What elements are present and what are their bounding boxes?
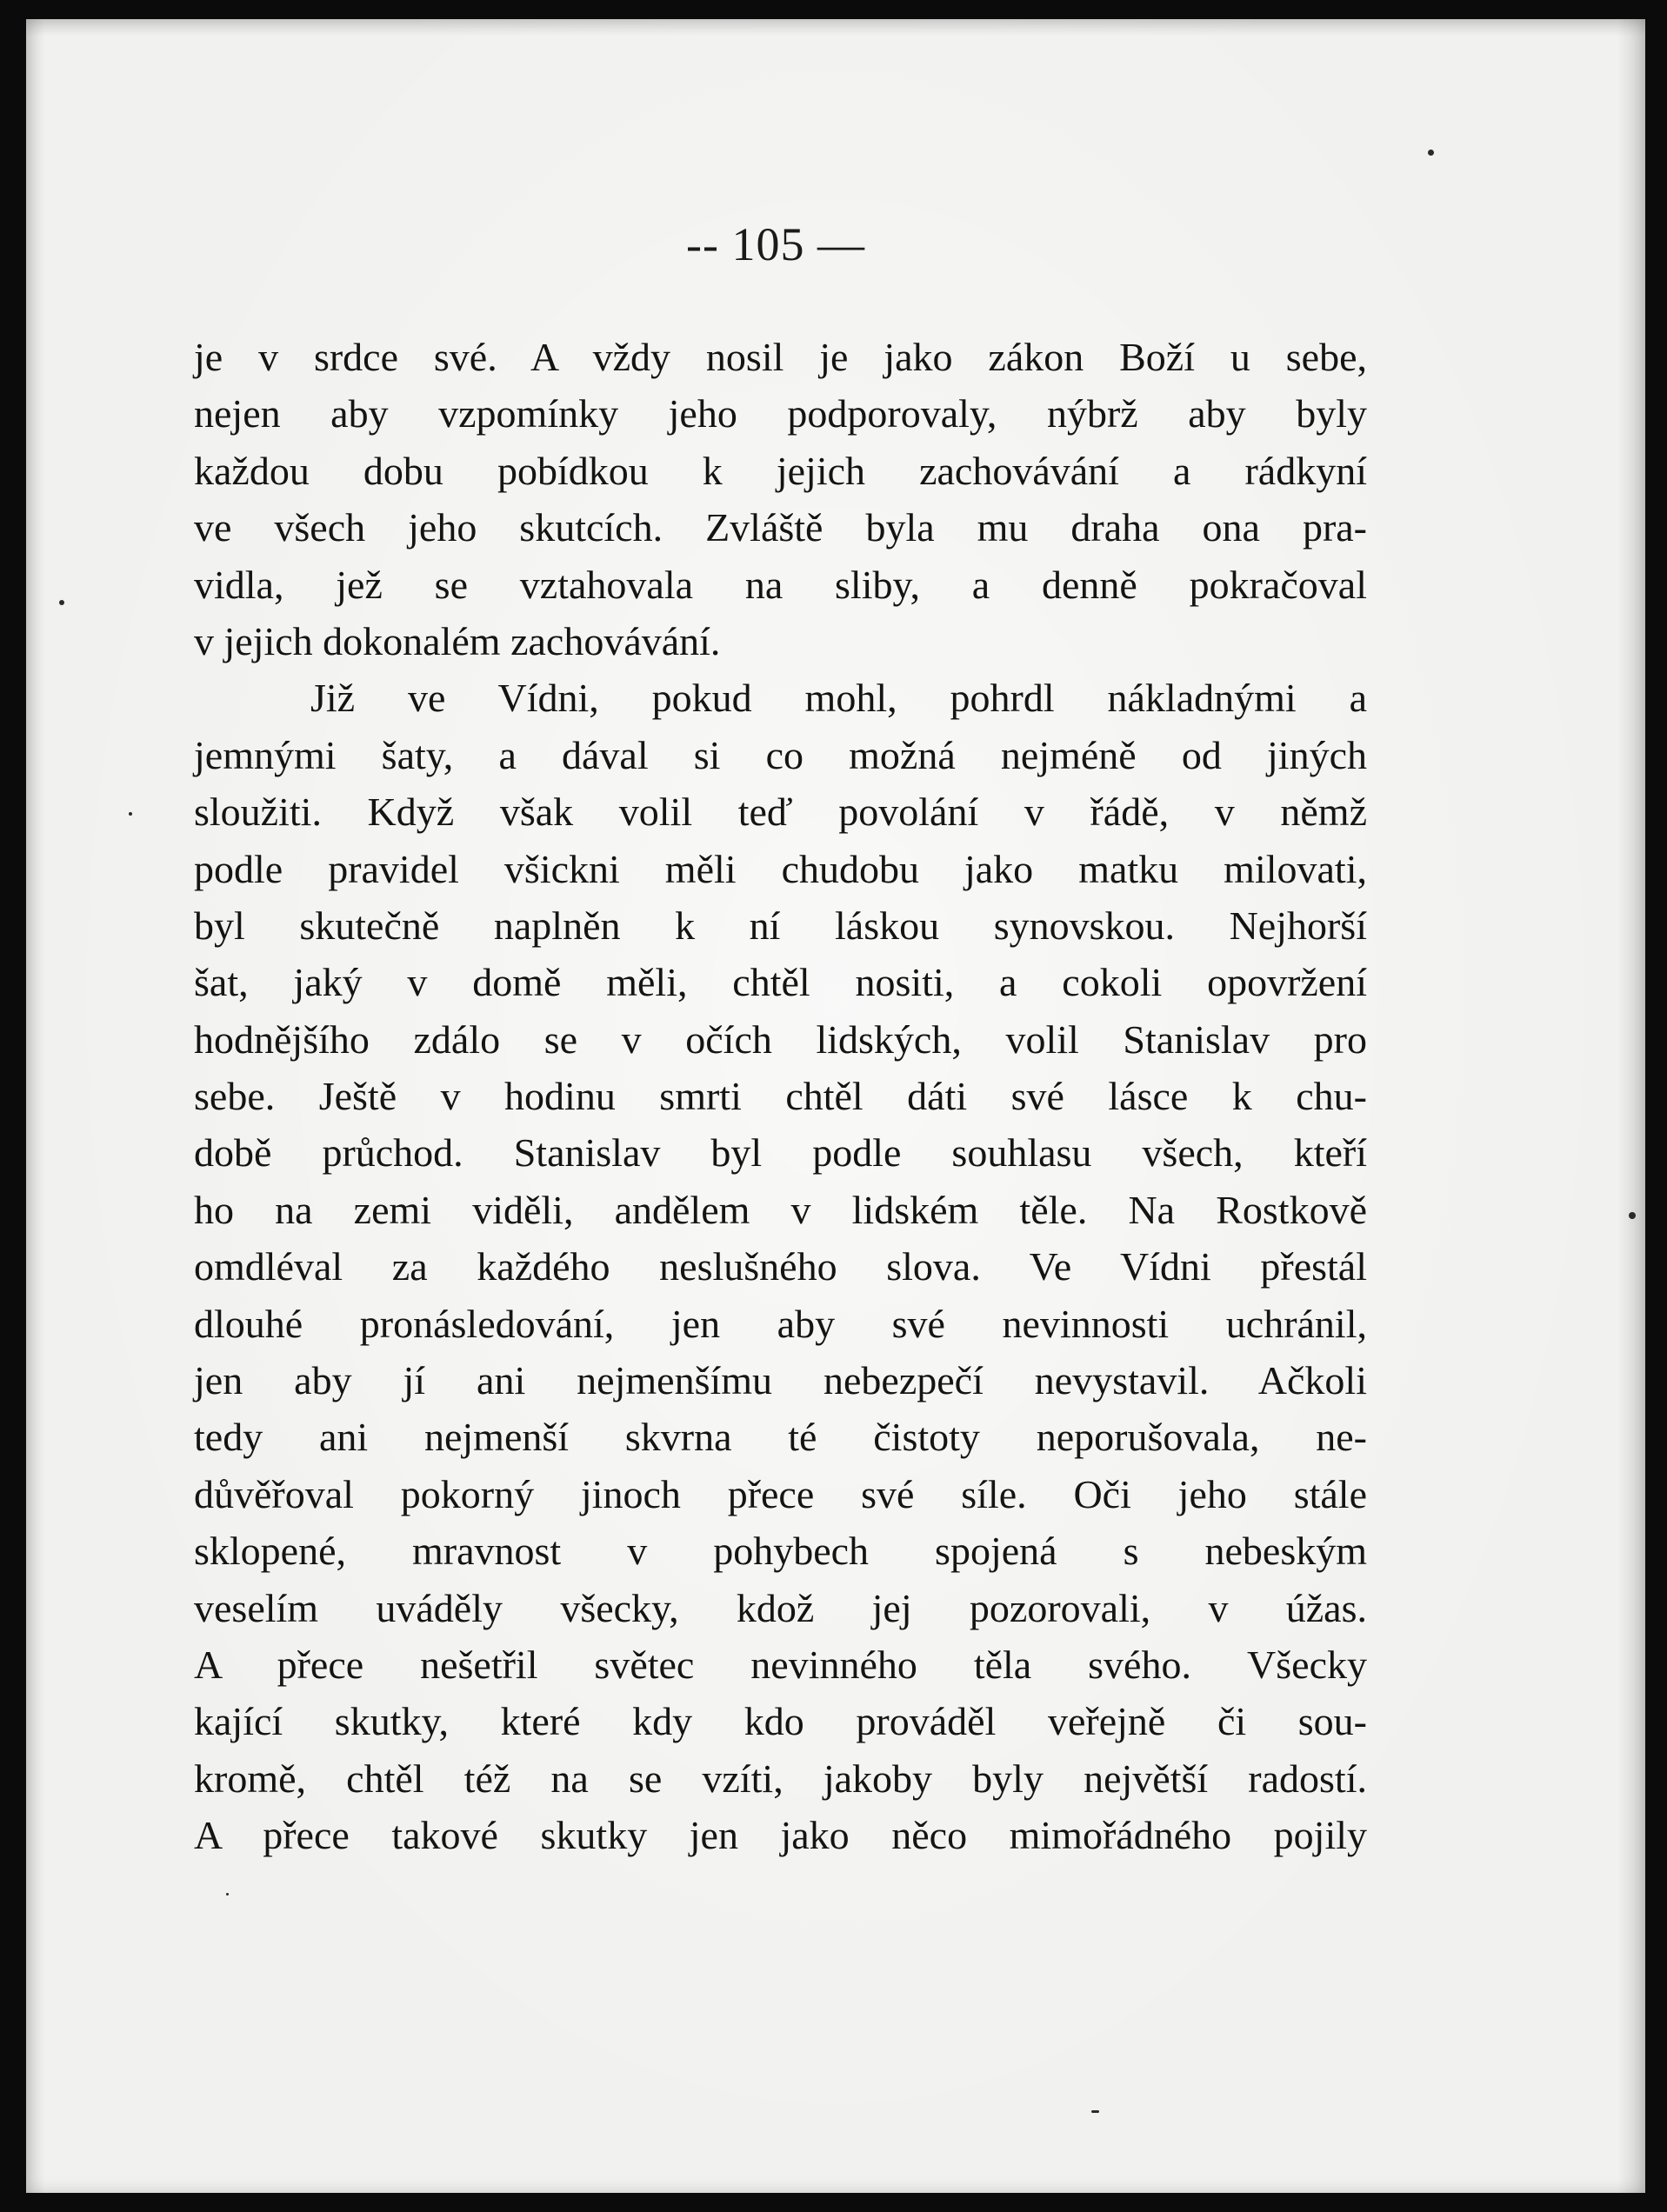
body-text <box>194 329 1367 1864</box>
text-line: ve všech jeho skutcích. Zvláště byla mu draha ona pra- <box>194 505 1367 550</box>
paper-speck <box>129 812 132 816</box>
text-line: podle pravidel všickni měli chudobu jako matku milovati, <box>194 846 1367 891</box>
text-line: v jejich dokonalém zachovávání. <box>194 618 721 663</box>
text-line: kající skutky, které kdy kdo prováděl veřejně či sou- <box>194 1699 1367 1744</box>
text-line: dlouhé pronásledování, jen aby své nevinnosti uchránil, <box>194 1301 1367 1346</box>
text-line: sklopené, mravnost v pohybech spojená s nebeským <box>194 1529 1367 1574</box>
text-line: důvěřoval pokorný jinoch přece své síle. Oči jeho stále <box>194 1471 1367 1516</box>
text-line: tedy ani nejmenší skvrna té čistoty neporušovala, ne- <box>194 1415 1367 1460</box>
text-line: jen aby jí ani nejmenšímu nebezpečí nevystavil. Ačkoli <box>194 1358 1367 1403</box>
text-line: nejen aby vzpomínky jeho podporovaly, nýbrž aby byly <box>194 391 1367 436</box>
text-line: vidla, jež se vztahovala na sliby, a denně pokračoval <box>194 562 1367 607</box>
text-line: A přece nešetřil světec nevinného těla svého. Všecky <box>194 1642 1367 1687</box>
paragraph-start-line: Již ve Vídni, pokud mohl, pohrdl nákladnými a <box>310 676 1367 721</box>
text-line: veselím uváděly všecky, kdož jej pozorovali, v úžas. <box>194 1585 1367 1630</box>
paper-speck <box>59 600 64 605</box>
text-line: každou dobu pobídkou k jejich zachovávání a rádkyní <box>194 448 1367 493</box>
paper-speck <box>226 1893 229 1896</box>
page-number: -- 105 — <box>686 218 865 270</box>
text-line: je v srdce své. A vždy nosil je jako zákon Boží u sebe, <box>194 335 1367 379</box>
paper-sheet <box>26 19 1645 2193</box>
text-line: sloužiti. Když však volil teď povolání v řádě, v němž <box>194 790 1367 835</box>
text-line: sebe. Ještě v hodinu smrti chtěl dáti své lásce k chu- <box>194 1074 1367 1119</box>
text-line: byl skutečně naplněn k ní láskou synovskou. Nejhorší <box>194 903 1367 948</box>
text-line: kromě, chtěl též na se vzíti, jakoby byly největší radostí. <box>194 1756 1367 1801</box>
paper-speck <box>1428 150 1434 156</box>
paper-speck <box>1629 1212 1636 1219</box>
text-line: ho na zemi viděli, andělem v lidském těle. Na Rostkově <box>194 1187 1367 1232</box>
text-line: době průchod. Stanislav byl podle souhlasu všech, kteří <box>194 1130 1367 1176</box>
text-line: hodnějšího zdálo se v očích lidských, volil Stanislav pro <box>194 1016 1367 1062</box>
text-line: A přece takové skutky jen jako něco mimořádného pojily <box>194 1813 1367 1858</box>
paper-speck <box>1091 2110 1099 2113</box>
text-line: omdléval za každého neslušného slova. Ve Vídni přestál <box>194 1244 1367 1289</box>
text-line: jemnými šaty, a dával si co možná nejméně od jiných <box>194 732 1367 777</box>
text-line: šat, jaký v domě měli, chtěl nositi, a cokoli opovržení <box>194 960 1367 1005</box>
